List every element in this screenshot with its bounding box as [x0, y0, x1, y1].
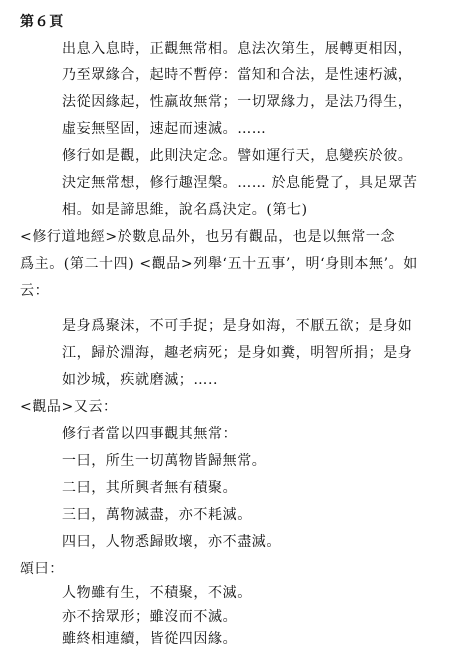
- quote-line: 修行者當以四事觀其無常：: [62, 426, 238, 442]
- body-paragraph-line: <觀品>又云：: [20, 399, 118, 415]
- quote-line: 如沙城，疾就磨滅；…..: [62, 372, 219, 388]
- quote-line: 四曰，人物悉歸敗壞，亦不盡滅。: [62, 534, 281, 550]
- quote-line: 二曰，其所興者無有積聚。: [62, 480, 238, 496]
- page-header: 第６頁: [20, 14, 64, 30]
- quote-line: 虛妄無堅固，速起而速滅。……: [62, 121, 267, 137]
- verse-line: 雖終相連續，皆從四因緣。: [62, 631, 238, 647]
- quote-line: 是身爲聚沫，不可手捉；是身如海，不厭五欲；是身如: [62, 318, 413, 334]
- body-paragraph-line: 頌曰：: [20, 561, 64, 577]
- body-paragraph-line: <修行道地經>於數息品外，也另有觀品，也是以無常一念: [20, 229, 396, 245]
- quote-line: 相。如是諦思維，說名爲決定。(第七): [62, 202, 308, 218]
- quote-line: 出息入息時，正觀無常相。息法次第生，展轉更相因，: [62, 41, 413, 57]
- quote-line: 三曰，萬物滅盡，亦不耗滅。: [62, 507, 252, 523]
- quote-line: 乃至眾緣合，起時不暫停：當知和合法，是性速朽滅，: [62, 67, 413, 83]
- quote-line: 江，歸於淵海，趣老病死；是身如糞，明智所捐；是身: [62, 345, 413, 361]
- quote-line: 一曰，所生一切萬物皆歸無常。: [62, 453, 267, 469]
- quote-line: 決定無常想，修行趣涅槃。…… 於息能覺了，具足眾苦: [62, 175, 418, 191]
- body-paragraph-line: 云：: [20, 283, 50, 299]
- verse-line: 人物雖有生，不積聚，不滅。: [62, 585, 252, 601]
- verse-line: 亦不捨眾形；雖沒而不滅。: [62, 609, 238, 625]
- body-paragraph-line: 爲主。(第二十四) <觀品>列舉‘五十五事’，明‘身則本無’。如: [20, 256, 418, 272]
- quote-line: 法從因緣起，性羸故無常；一切眾緣力，是法乃得生，: [62, 94, 413, 110]
- quote-line: 修行如是觀，此則決定念。譬如運行天，息變疾於彼。: [62, 148, 413, 164]
